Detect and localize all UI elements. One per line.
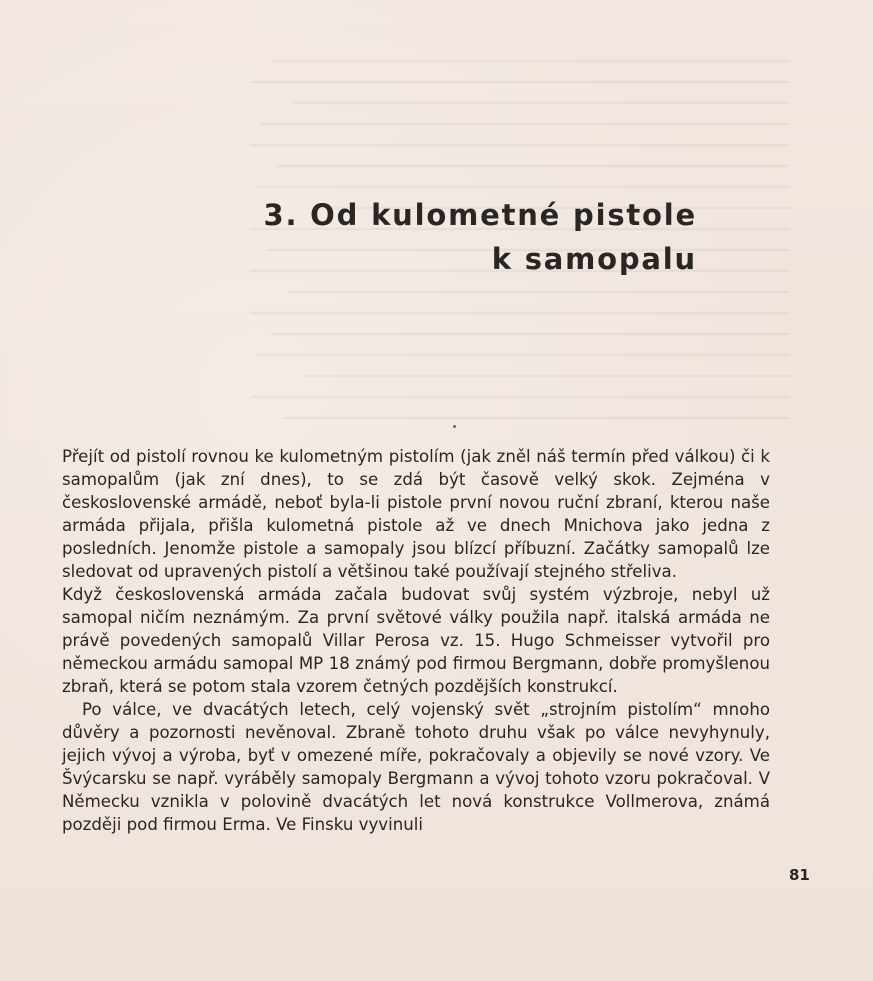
chapter-title-line-1: 3. Od kulometné pistole xyxy=(263,198,697,232)
paragraph-3: Po válce, ve dvacátých letech, celý vojenský svět „strojním pistolím“ mnoho důvěry a pozornosti nevěnoval. Zbraně tohoto druhu však po válce nevyhynuly, jejich vývoj a výroba, byť v omezené míře, pokračovaly a objevily se nové vzory. Ve Švýcarsku se např. vyráběly samopaly Bergmann a vývoj tohoto vzoru pokračoval. V Německu vznikla v polovině dvacátých let nová konstrukce Vollmerova, známá později pod firmou Erma. Ve Finsku vyvinuli xyxy=(62,700,770,834)
body-text xyxy=(62,445,770,836)
page-number: 81 xyxy=(789,866,810,884)
chapter-title xyxy=(263,193,697,281)
print-speck xyxy=(453,425,456,428)
paragraph-2: Když československá armáda začala budovat svůj systém výzbroje, nebyl už samopal ničím neznámým. Za první světové války použila např. italská armáda ne právě povedených samopalů Villar Perosa vz. 15. Hugo Schmeisser vytvořil pro německou armádu samopal MP 18 známý pod firmou Bergmann, dobře promyšlenou zbraň, která se potom stala vzorem četných pozdějších konstrukcí. xyxy=(62,585,770,696)
paragraph-1: Přejít od pistolí rovnou ke kulometným pistolím (jak zněl náš termín před válkou) či k samopalům (jak zní dnes), to se zdá být časově velký skok. Zejména v československé armádě, neboť byla-li pistole první novou ruční zbraní, kterou naše armáda přijala, přišla kulometná pistole až ve dnech Mnichova jako jedna z posledních. Jenomže pistole a samopaly jsou blízcí příbuzní. Začátky samopalů lze sledovat od upravených pistolí a většinou také používají stejného střeliva. xyxy=(62,447,770,581)
chapter-title-line-2: k samopalu xyxy=(491,242,697,276)
